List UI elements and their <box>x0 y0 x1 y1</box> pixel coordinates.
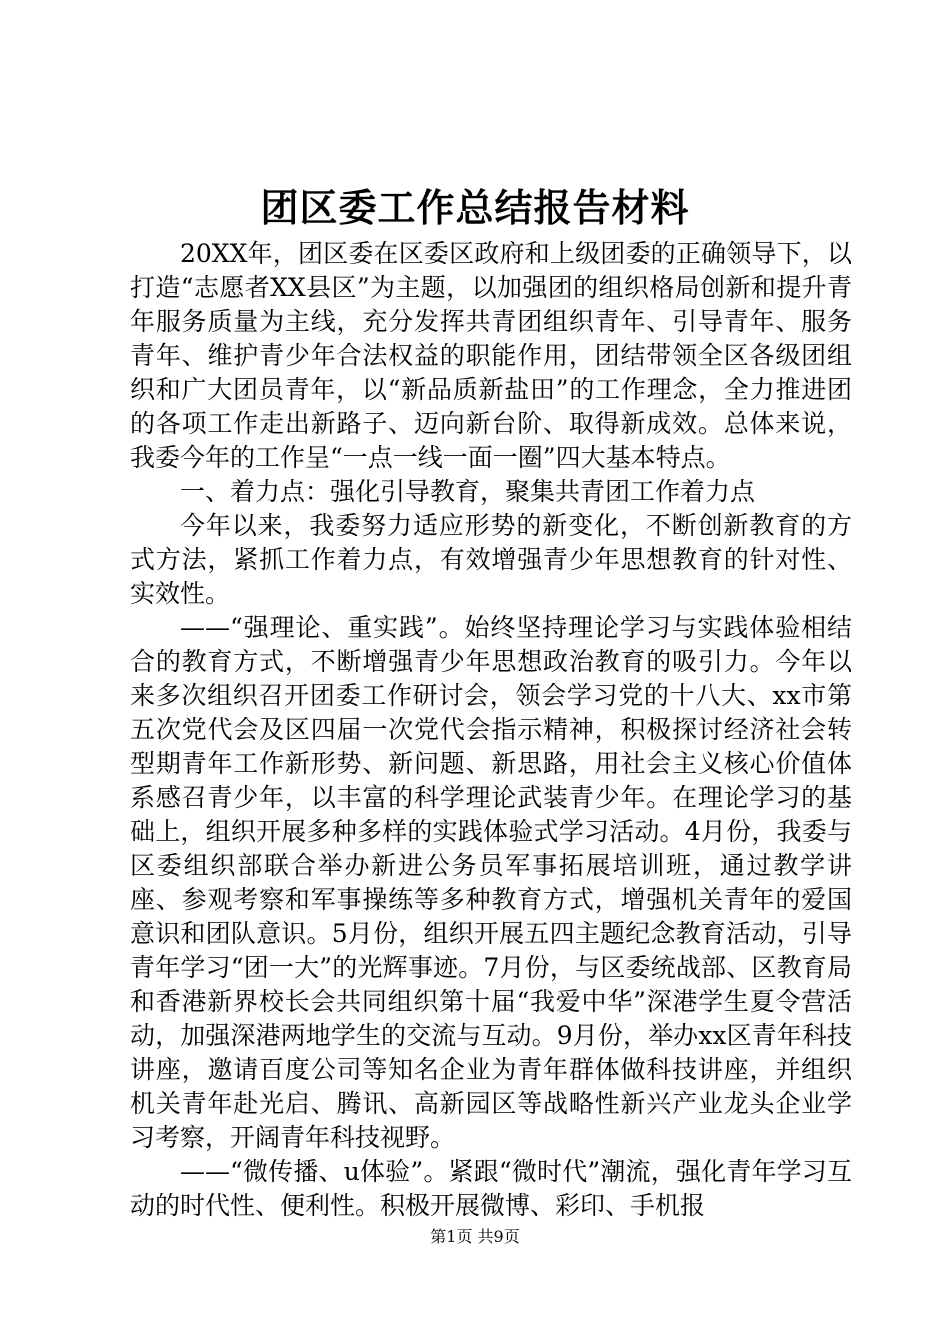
page-number-footer: 第1页 共9页 <box>430 1227 520 1246</box>
paragraph-intro: 20XX年，团区委在区委区政府和上级团委的正确领导下，以打造“志愿者XX县区”为主题，以加强团的组织格局创新和提升青年服务质量为主线，充分发挥共青团组织青年、引导青年、服务青年、维护青少年合法权益的职能作用，团结带领全区各级团组织和广大团员青年，以“新品质新盐田”的工作理念，全力推进团的各项工作走出新路子、迈向新台阶、取得新成效。总体来说，我委今年的工作呈“一点一线一面一圈”四大基本特点。 <box>130 239 852 472</box>
paragraph-micro-communication: ——“微传播、u体验”。紧跟“微时代”潮流，强化青年学习互动的时代性、便利性。积极开展微博、彩印、手机报 <box>130 1157 852 1220</box>
section-heading-1: 一、着力点：强化引导教育，聚集共青团工作着力点 <box>180 477 756 506</box>
document-body <box>130 237 852 1223</box>
document-title: 团区委工作总结报告材料 <box>260 185 690 230</box>
paragraph-section-1-intro: 今年以来，我委努力适应形势的新变化，不断创新教育的方式方法，紧抓工作着力点，有效增强青少年思想教育的针对性、实效性。 <box>130 511 852 608</box>
paragraph-theory-practice: ——“强理论、重实践”。始终坚持理论学习与实践体验相结合的教育方式，不断增强青少年思想政治教育的吸引力。今年以来多次组织召开团委工作研讨会，领会学习党的十八大、xx市第五次党代会及区四届一次党代会指示精神，积极探讨经济社会转型期青年工作新形势、新问题、新思路，用社会主义核心价值体系感召青少年，以丰富的科学理论武装青少年。在理论学习的基础上，组织开展多种多样的实践体验式学习活动。4月份，我委与区委组织部联合举办新进公务员军事拓展培训班，通过教学讲座、参观考察和军事操练等多种教育方式，增强机关青年的爱国意识和团队意识。5月份，组织开展五四主题纪念教育活动，引导青年学习“团一大”的光辉事迹。7月份，与区委统战部、区教育局和香港新界校长会共同组织第十届“我爱中华”深港学生夏令营活动，加强深港两地学生的交流与互动。9月份，举办xx区青年科技讲座，邀请百度公司等知名企业为青年群体做科技讲座，并组织机关青年赴光启、腾讯、高新园区等战略性新兴产业龙头企业学习考察，开阔青年科技视野。 <box>130 613 852 1152</box>
